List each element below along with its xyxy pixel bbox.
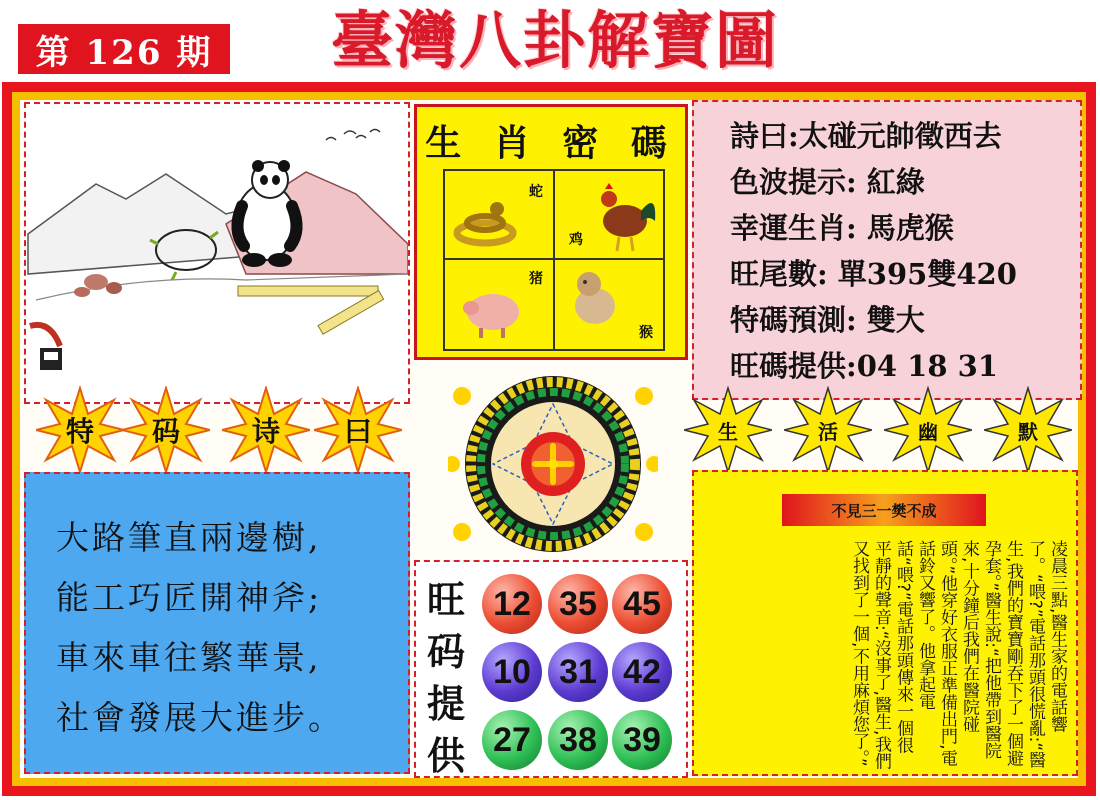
- star-char: 码: [151, 415, 180, 448]
- info-panel: [692, 100, 1082, 400]
- info-line-predict: 特碼預測: 雙大: [730, 303, 925, 337]
- star-char: 特: [65, 415, 94, 448]
- star-char: 默: [1018, 419, 1038, 444]
- zodiac-label: 鸡: [569, 232, 583, 248]
- jar-icon: [30, 325, 62, 370]
- zodiac-title: 生 肖 密 碼: [425, 122, 677, 164]
- zodiac-cell-monkey: [555, 260, 665, 349]
- pig-icon: [459, 282, 529, 342]
- info-line-tail: 旺尾數: 單395雙420: [730, 257, 1017, 291]
- rocks-icon: [74, 274, 122, 297]
- zodiac-cell-pig: [445, 260, 555, 349]
- star-badge: [884, 386, 972, 474]
- star-badge: [222, 386, 310, 474]
- bamboo-icon: [238, 286, 384, 334]
- info-line-numbers: 旺碼提供:04 18 31: [730, 349, 998, 383]
- number-ball: 42: [612, 642, 672, 702]
- monkey-icon: [561, 264, 631, 334]
- poem-line: 社會發展大進步。: [56, 698, 344, 737]
- zodiac-grid: [443, 169, 665, 351]
- numbers-label: 旺 码 提 供: [426, 577, 465, 778]
- panda-drawing: [26, 104, 408, 402]
- birds-icon: [326, 130, 380, 141]
- panda-icon: [236, 160, 297, 267]
- star-badge: [984, 386, 1072, 474]
- star-badge: [36, 386, 124, 474]
- star-char: 曰: [343, 415, 372, 448]
- zodiac-cell-snake: [445, 171, 555, 260]
- star-badge: [684, 386, 772, 474]
- star-badge: [314, 386, 402, 474]
- bagua-wheel-icon: [448, 372, 658, 556]
- star-char: 诗: [251, 415, 280, 448]
- poem-line: 大路筆直兩邊樹,: [56, 518, 322, 557]
- number-ball: 35: [548, 574, 608, 634]
- poem-panel: [24, 472, 410, 774]
- star-badge: [122, 386, 210, 474]
- zodiac-label: 蛇: [529, 184, 543, 200]
- story-title: 不見三一樊不成: [782, 494, 986, 526]
- page-title: 臺灣八卦解寶圖: [330, 4, 779, 77]
- info-line-color: 色波提示: 紅綠: [730, 165, 925, 199]
- number-ball: 27: [482, 710, 542, 770]
- info-line-zodiac: 幸運生肖: 馬虎猴: [730, 211, 954, 245]
- poem-line: 能工巧匠開神斧;: [56, 578, 323, 617]
- star-char: 活: [818, 419, 838, 444]
- hot-numbers-panel: [414, 560, 688, 778]
- number-ball: 39: [612, 710, 672, 770]
- star-char: 生: [718, 419, 738, 444]
- zodiac-cell-rooster: [555, 171, 665, 260]
- panda-drawing-panel: [24, 102, 410, 404]
- number-ball: 45: [612, 574, 672, 634]
- zodiac-label: 猪: [529, 271, 543, 287]
- zodiac-label: 猴: [639, 325, 653, 341]
- star-char: 幽: [918, 419, 938, 444]
- number-ball: 31: [548, 642, 608, 702]
- issue-badge: 第 126 期: [18, 24, 230, 74]
- number-ball: 38: [548, 710, 608, 770]
- poem-line: 車來車往繁華景,: [56, 638, 322, 677]
- number-ball: 12: [482, 574, 542, 634]
- zodiac-code-panel: [414, 104, 688, 360]
- story-text: 凌晨三點,醫生家的電話響了。“喂?”電話那頭很慌亂:“醫生,我們的寶寶剛吞下了一個避孕套。”醫生說:“把他帶到醫院來,十分鐘后我們在醫院碰頭。”他穿好衣服正準備出門,電話鈴又響了。他拿起電話“喂?”電話那頭傳來一個很平靜的聲音:“沒事了,醫生,我們又找到了一個,不用麻煩您了。”: [849, 540, 1067, 770]
- rooster-icon: [589, 175, 663, 255]
- snake-icon: [451, 191, 521, 251]
- number-ball: 10: [482, 642, 542, 702]
- star-badge: [784, 386, 872, 474]
- info-line-poem: 詩曰:太碰元帥徵西去: [730, 119, 1002, 153]
